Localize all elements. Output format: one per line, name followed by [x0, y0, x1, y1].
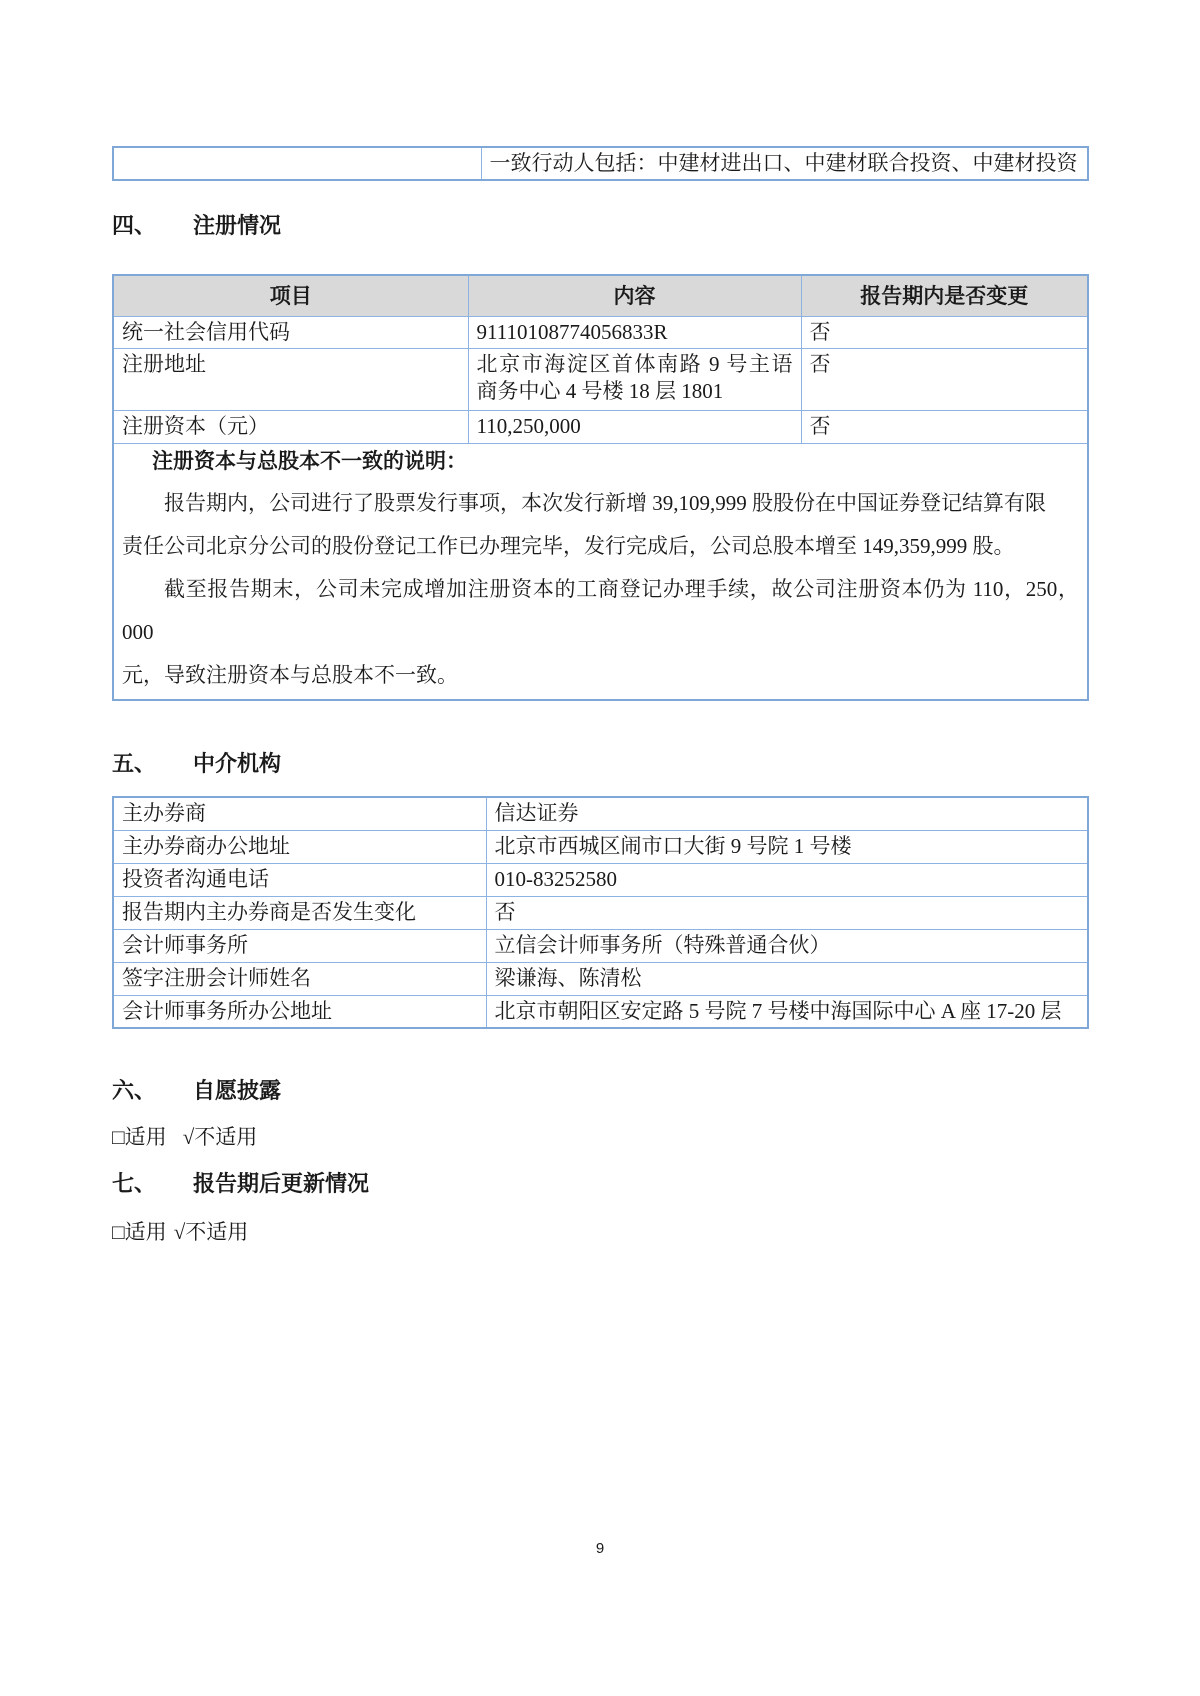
note-cell: [113, 444, 1088, 701]
row-label: 主办券商办公地址: [113, 830, 486, 863]
section-5-heading: [112, 749, 1087, 779]
section-5-title: 中介机构: [193, 751, 282, 776]
acting-in-concert-value-cell: 一致行动人包括：中建材进出口、中建材联合投资、中建材投资: [481, 147, 1088, 180]
row-value: 010-83252580: [486, 863, 1088, 896]
row-label: 会计师事务所办公地址: [113, 995, 486, 1028]
row-changed: 否: [801, 411, 1088, 444]
section-5-number: 五、: [112, 751, 157, 776]
section-4-heading: [112, 211, 1087, 241]
table-row: [113, 962, 1088, 995]
row-label: 投资者沟通电话: [113, 863, 486, 896]
row-value: 否: [486, 896, 1088, 929]
row-label: 会计师事务所: [113, 929, 486, 962]
row-value: 北京市西城区闹市口大街 9 号院 1 号楼: [486, 830, 1088, 863]
table-row: [113, 317, 1088, 349]
row-value: 北京市朝阳区安定路 5 号院 7 号楼中海国际中心 A 座 17-20 层: [486, 995, 1088, 1028]
checkbox-applicable: □适用: [112, 1220, 167, 1244]
section-6-number: 六、: [112, 1078, 157, 1103]
note-line: 责任公司北京分公司的股份登记工作已办理完毕，发行完成后，公司总股本增至 149,359,999 股。: [122, 534, 1015, 558]
row-value: 信达证券: [486, 797, 1088, 830]
section-4-title: 注册情况: [193, 213, 282, 238]
note-line: 截至报告期末，公司未完成增加注册资本的工商登记办理手续，故公司注册资本仍为 110，250，000: [122, 577, 1079, 644]
table-row: [113, 863, 1088, 896]
row-label: 签字注册会计师姓名: [113, 962, 486, 995]
header-changed: 报告期内是否变更: [801, 275, 1088, 317]
section-4-number: 四、: [112, 213, 157, 238]
row-content: [468, 349, 801, 411]
page-content: [112, 0, 1087, 1245]
row-item: 注册地址: [113, 349, 468, 411]
section-7-title: 报告期后更新情况: [193, 1171, 370, 1196]
page-number: 9: [595, 1540, 605, 1557]
checkbox-not-applicable: √不适用: [173, 1220, 249, 1244]
section-6-applicability-line: [112, 1124, 1087, 1150]
note-line: 报告期内，公司进行了股票发行事项，本次发行新增 39,109,999 股股份在中国证券登记结算有限: [164, 491, 1046, 515]
note-title: 注册资本与总股本不一致的说明：: [152, 449, 467, 473]
row-item: 注册资本（元）: [113, 411, 468, 444]
section-7-applicability-line: [112, 1219, 1087, 1245]
checkbox-applicable: □适用: [112, 1125, 167, 1149]
checkbox-not-applicable: √不适用: [182, 1125, 258, 1149]
row-label: 主办券商: [113, 797, 486, 830]
row-value: 立信会计师事务所（特殊普通合伙）: [486, 929, 1088, 962]
table-row: [113, 995, 1088, 1028]
address-line-1: 北京市海淀区首体南路 9 号主语: [476, 352, 793, 376]
table-row: [113, 896, 1088, 929]
row-changed: 否: [801, 349, 1088, 411]
row-item: 统一社会信用代码: [113, 317, 468, 349]
row-value: 梁谦海、陈清松: [486, 962, 1088, 995]
row-content: 110,250,000: [468, 411, 801, 444]
acting-in-concert-table: [112, 146, 1089, 181]
table-row: [113, 929, 1088, 962]
registration-table: [112, 274, 1089, 701]
section-6-heading: [112, 1076, 1087, 1106]
row-content: 91110108774056833R: [468, 317, 801, 349]
header-item: 项目: [113, 275, 468, 317]
table-row: [113, 349, 1088, 411]
row-label: 报告期内主办券商是否发生变化: [113, 896, 486, 929]
table-row: [113, 147, 1088, 180]
section-6-title: 自愿披露: [193, 1078, 282, 1103]
table-row: [113, 411, 1088, 444]
note-line: 元，导致注册资本与总股本不一致。: [122, 663, 458, 687]
acting-in-concert-label-cell: [113, 147, 481, 180]
section-7-heading: [112, 1169, 1087, 1199]
section-7-number: 七、: [112, 1171, 157, 1196]
row-changed: 否: [801, 317, 1088, 349]
table-row: [113, 830, 1088, 863]
table-header-row: [113, 275, 1088, 317]
intermediaries-table: [112, 796, 1089, 1029]
note-row: [113, 444, 1088, 701]
header-content: 内容: [468, 275, 801, 317]
table-row: [113, 797, 1088, 830]
address-line-2: 商务中心 4 号楼 18 层 1801: [476, 379, 724, 403]
